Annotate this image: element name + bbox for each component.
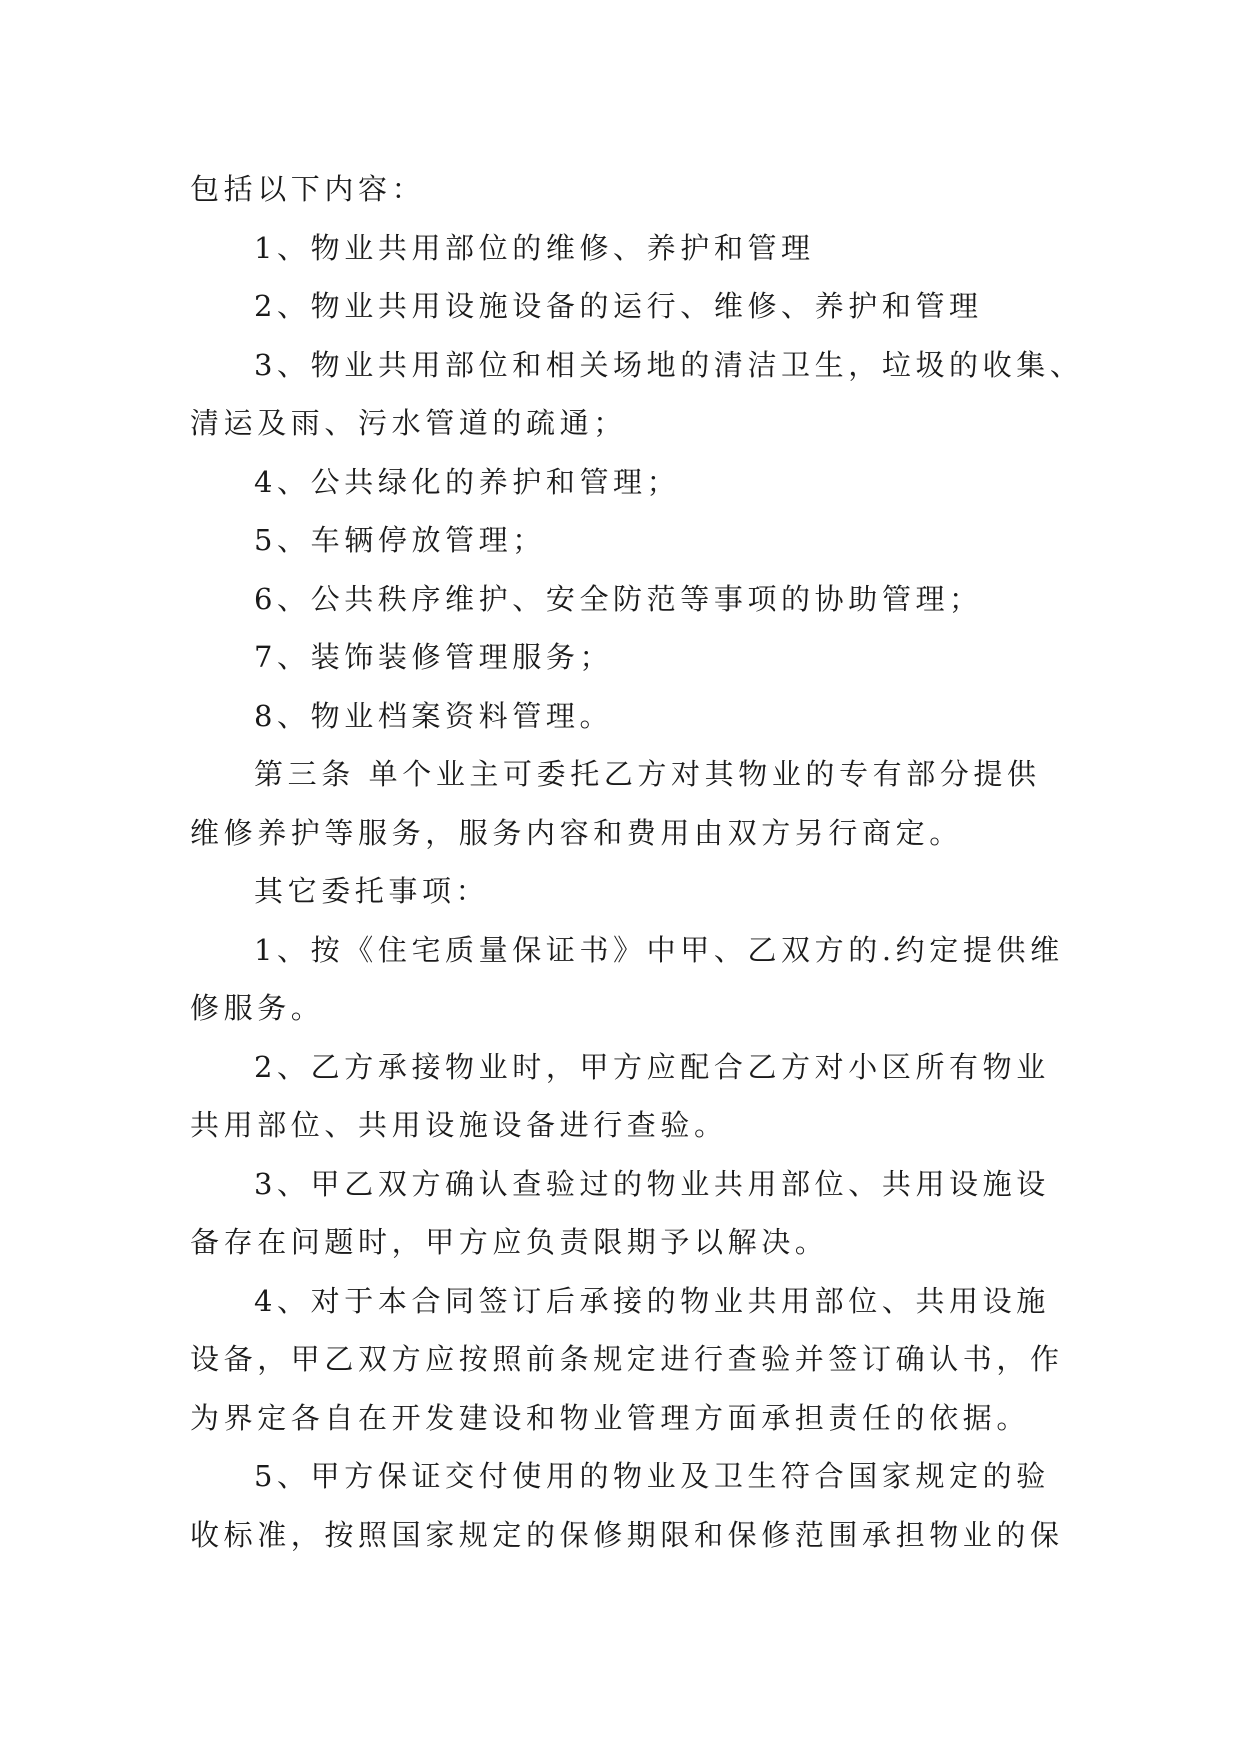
document-body: [190, 160, 1084, 1564]
text-line: 备存在问题时，甲方应负责限期予以解决。: [190, 1225, 829, 1259]
list-item: 6、公共秩序维护、安全防范等事项的协助管理；: [254, 581, 983, 616]
text-line: 为界定各自在开发建设和物业管理方面承担责任的依据。: [190, 1400, 1031, 1435]
list-item: 1、按《住宅质量保证书》中甲、乙双方的.约定提供维: [254, 932, 1064, 967]
list-item: 3、甲乙双方确认查验过的物业共用部位、共用设施设: [254, 1166, 1050, 1201]
section-heading-line: 其它委托事项：: [254, 874, 490, 908]
list-item: 7、装饰装修管理服务；: [254, 640, 614, 674]
list-item: 5、甲方保证交付使用的物业及卫生符合国家规定的验: [254, 1459, 1050, 1493]
text-line: 收标准，按照国家规定的保修期限和保修范围承担物业的保: [190, 1517, 1064, 1552]
list-item: 5、车辆停放管理；: [254, 523, 546, 557]
text-line: 共用部位、共用设施设备进行查验。: [190, 1108, 728, 1142]
text-line: 修服务。: [190, 991, 325, 1025]
text-line: 设备，甲乙双方应按照前条规定进行查验并签订确认书，作: [190, 1342, 1064, 1376]
list-item: 4、对于本合同签订后承接的物业共用部位、共用设施: [254, 1283, 1050, 1318]
text-line: 包括以下内容：: [190, 172, 426, 206]
list-item: 8、物业档案资料管理。: [254, 698, 614, 733]
text-line: 清运及雨、污水管道的疏通；: [190, 406, 627, 440]
list-item: 3、物业共用部位和相关场地的清洁卫生，垃圾的收集、: [254, 347, 1084, 382]
list-item: 2、物业共用设施设备的运行、维修、养护和管理: [254, 289, 983, 323]
list-item: 4、公共绿化的养护和管理；: [254, 464, 681, 499]
article-heading-line: 第三条 单个业主可委托乙方对其物业的专有部分提供: [254, 757, 1041, 791]
text-line: 维修养护等服务，服务内容和费用由双方另行商定。: [190, 815, 963, 850]
list-item: 2、乙方承接物业时，甲方应配合乙方对小区所有物业: [254, 1049, 1050, 1084]
list-item: 1、物业共用部位的维修、养护和管理: [254, 230, 815, 265]
